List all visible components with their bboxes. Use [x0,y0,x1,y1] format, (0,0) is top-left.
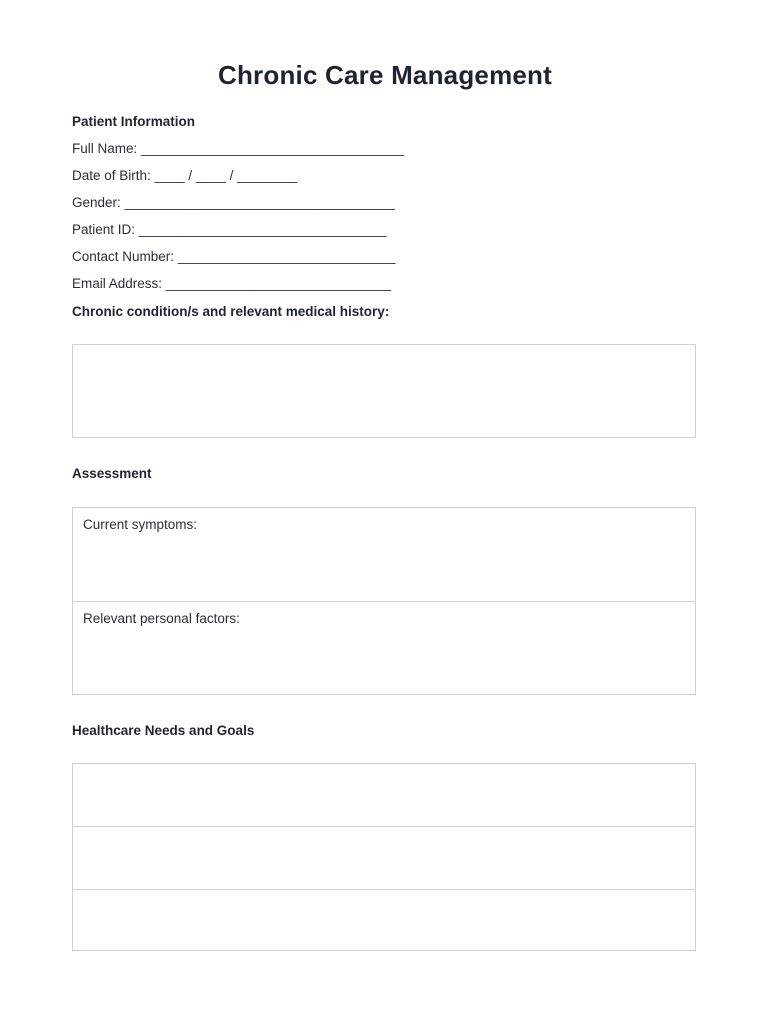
current-symptoms-cell[interactable] [73,508,695,602]
assessment-table [72,507,696,695]
medical-history-heading: Chronic condition/s and relevant medical history: [72,304,390,319]
medical-history-box[interactable] [72,344,696,438]
healthcare-needs-heading: Healthcare Needs and Goals [72,723,255,738]
healthcare-needs-row[interactable] [73,764,695,827]
current-symptoms-label: Current symptoms: [83,517,198,532]
relevant-personal-factors-cell[interactable] [73,601,695,695]
assessment-heading: Assessment [72,466,152,481]
date-of-birth-field[interactable]: Date of Birth: ____ / ____ / ________ [72,168,298,183]
healthcare-needs-table [72,763,696,951]
patient-information-heading: Patient Information [72,114,196,129]
patient-id-field[interactable]: Patient ID: _________________________________ [72,222,387,237]
healthcare-needs-row[interactable] [73,889,695,951]
contact-number-field[interactable]: Contact Number: _____________________________ [72,249,396,264]
relevant-personal-factors-label: Relevant personal factors: [83,611,240,626]
page-title: Chronic Care Management [217,60,552,90]
healthcare-needs-row[interactable] [73,826,695,889]
email-address-field[interactable]: Email Address: ______________________________ [72,276,392,291]
gender-field[interactable]: Gender: ____________________________________ [72,195,395,210]
full-name-field[interactable]: Full Name: ___________________________________ [72,141,404,156]
